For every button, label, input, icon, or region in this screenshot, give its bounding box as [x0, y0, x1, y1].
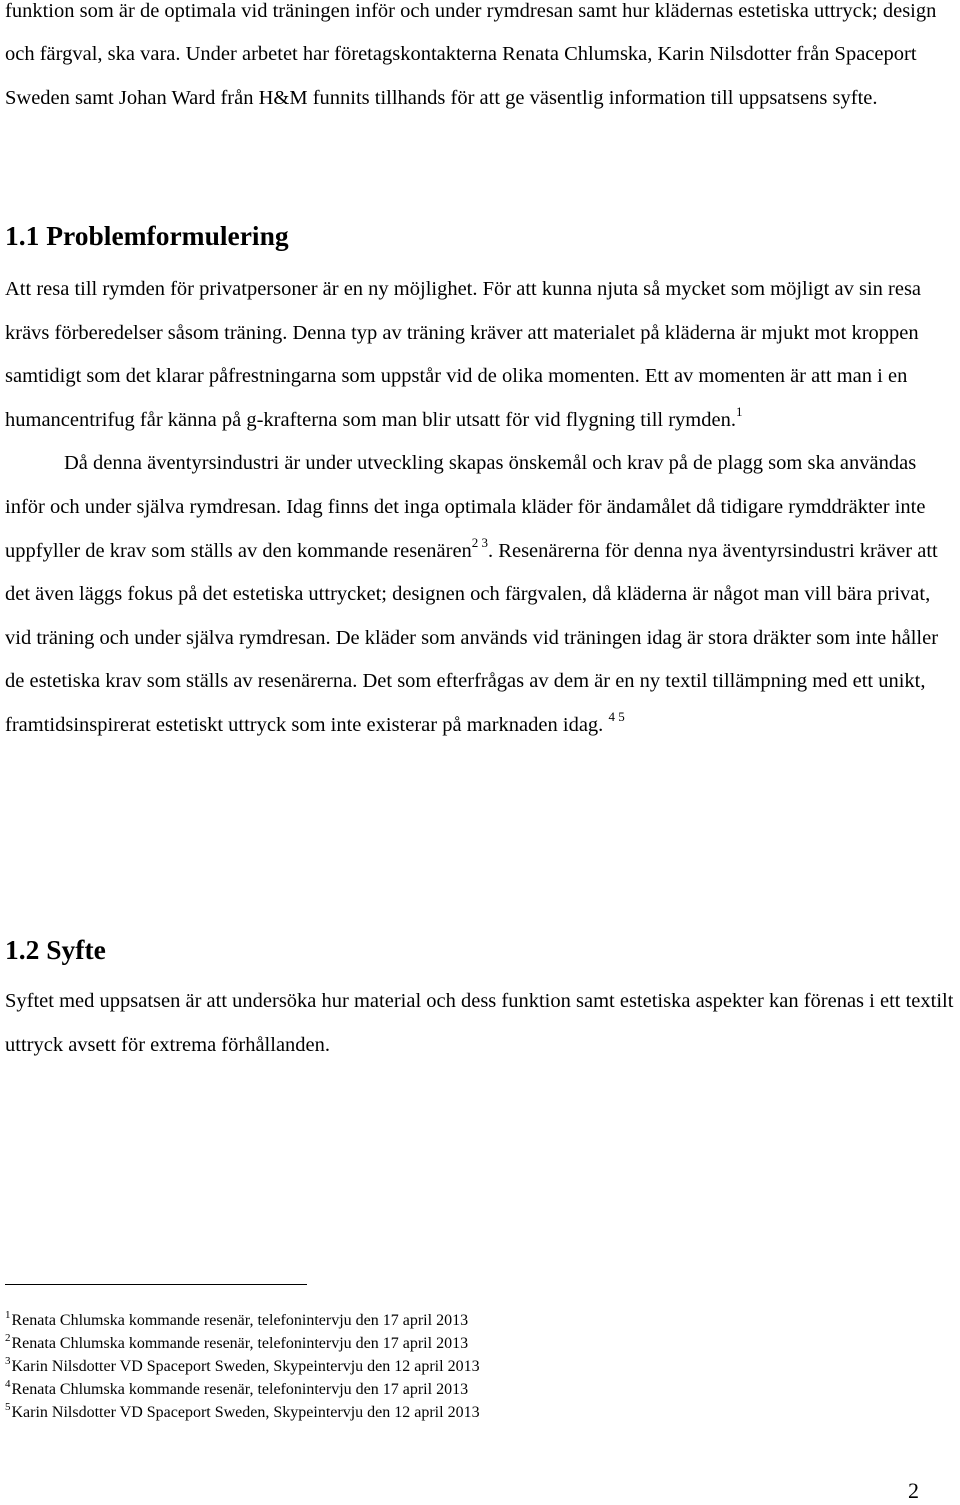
footnote-text: Karin Nilsdotter VD Spaceport Sweden, Skypeintervju den 12 april 2013 — [11, 1358, 480, 1375]
footnote-item — [5, 1310, 480, 1333]
footnote-list — [5, 1310, 480, 1425]
footnote-reference[interactable]: 1 — [735, 403, 743, 419]
paragraph-syfte: Syftet med uppsatsen är att undersöka hur material och dess funktion samt estetiska aspekter kan förenas i ett textilt uttryck avsett för extrema förhållanden. — [5, 990, 954, 1056]
footnote-separator — [5, 1284, 307, 1285]
intro-paragraph: funktion som är de optimala vid träningen inför och under rymdresan samt hur klädernas estetiska uttryck; design och färgval, ska vara. Under arbetet har företagskontakterna Renata Chlumska, Karin Nilsdotter från Spaceport Sweden samt Johan Ward från H&M funnits tillhands för att ge väsentlig information till uppsatsens syfte. — [5, 0, 937, 109]
footnote-item — [5, 1356, 480, 1379]
footnote-item — [5, 1379, 480, 1402]
footnote-number: 4 — [5, 1378, 11, 1390]
footnote-number: 5 — [5, 1401, 11, 1413]
footnote-item — [5, 1333, 480, 1356]
section-heading-syfte: 1.2 Syfte — [5, 934, 106, 965]
footnote-reference[interactable]: 2 3 — [471, 534, 489, 550]
footnote-number: 3 — [5, 1355, 11, 1367]
footnote-text: Renata Chlumska kommande resenär, telefonintervju den 17 april 2013 — [11, 1335, 469, 1352]
footnote-number: 2 — [5, 1332, 11, 1344]
footnote-text: Renata Chlumska kommande resenär, telefonintervju den 17 april 2013 — [11, 1312, 469, 1329]
section-body-problemformulering — [5, 268, 955, 748]
paragraph-text: Att resa till rymden för privatpersoner är en ny möjlighet. För att kunna njuta så mycket som möjligt av sin resa krävs förberedelser såsom träning. Denna typ av träning kräver att materialet på kläderna är mjukt mot kroppen samtidigt som det klarar påfrestningarna som uppstår vid de olika momenten. Ett av momenten är att man i en humancentrifug får känna på g-krafterna som man blir utsatt för vid flygning till rymden. — [5, 278, 922, 431]
paragraph-text: . Resenärerna för denna nya äventyrsindustri kräver att det även läggs fokus på det estetiska uttrycket; designen och färgvalen, då kläderna är något man vill bära privat, vid träning och under själva rymdresan. De kläder som används vid träningen idag är stora dräkter som inte håller de estetiska krav som ställs av resenärerna. Det som efterfrågas av dem är en ny textil tillämpning med ett unikt, framtidsinspirerat estetiskt uttryck som inte existerar på marknaden idag. — [5, 539, 939, 736]
footnote-item — [5, 1402, 480, 1425]
footnote-text: Renata Chlumska kommande resenär, telefonintervju den 17 april 2013 — [11, 1381, 469, 1398]
footnote-number: 1 — [5, 1309, 11, 1321]
paragraph-clothing-requirements — [5, 442, 955, 747]
paragraph-space-travel — [5, 268, 955, 442]
page-number: 2 — [908, 1478, 919, 1503]
footnote-reference[interactable]: 4 5 — [608, 708, 625, 724]
paragraph-text: Då denna äventyrsindustri är under utveckling skapas önskemål och krav på de plagg som ska användas inför och under själva rymdresan. Idag finns det inga optimala kläder för ändamålet då tidigare rymddräkter inte uppfyller de krav som ställs av den kommande resenären — [5, 452, 926, 562]
section-heading-problemformulering: 1.1 Problemformulering — [5, 220, 289, 251]
footnote-text: Karin Nilsdotter VD Spaceport Sweden, Skypeintervju den 12 april 2013 — [11, 1404, 480, 1421]
